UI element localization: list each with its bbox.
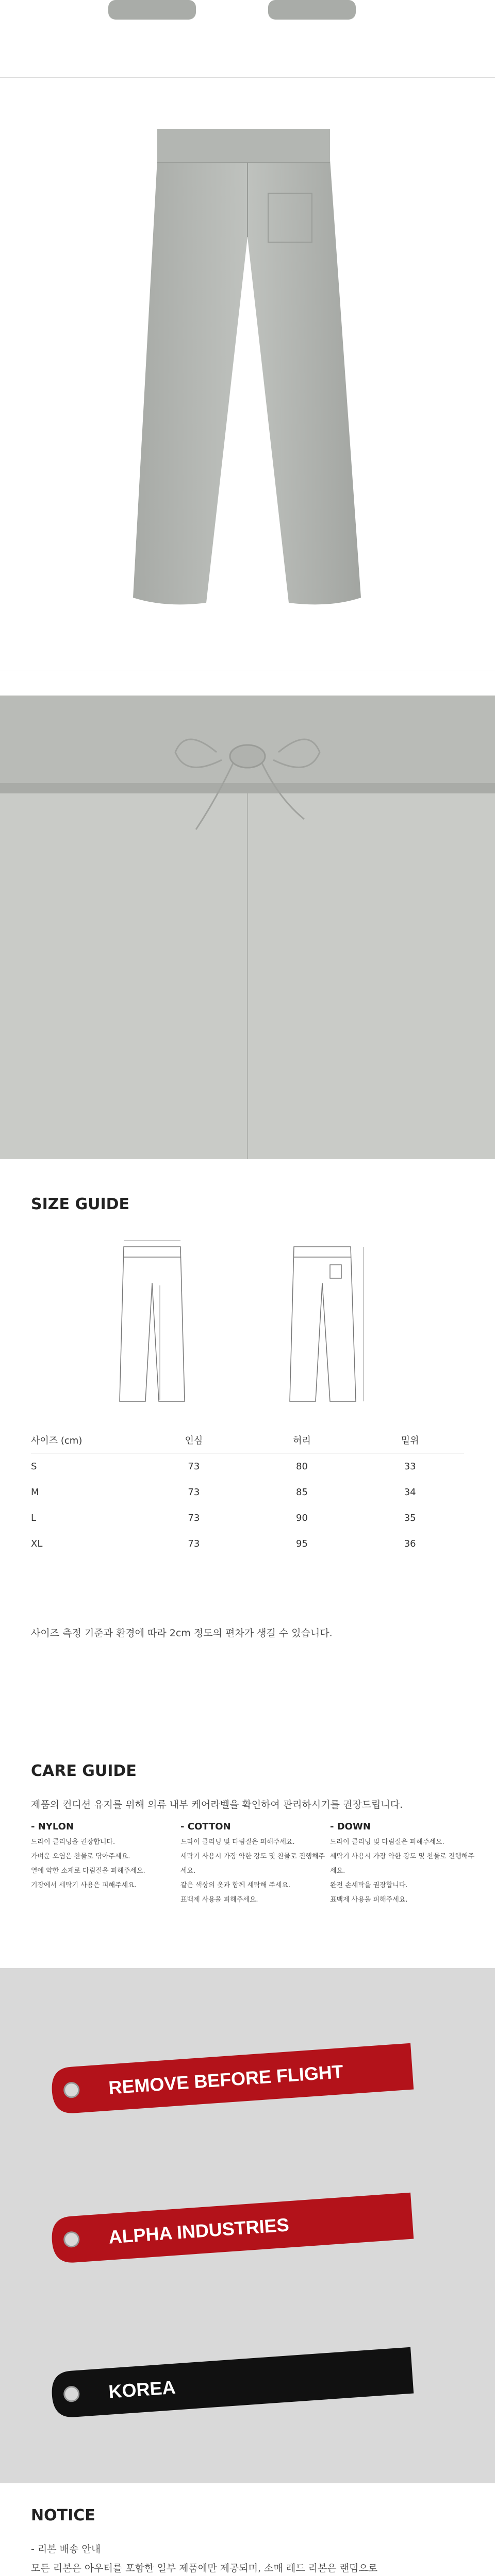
- table-cell: 35: [404, 1512, 416, 1523]
- flight-tag-label: REMOVE BEFORE FLIGHT: [108, 2060, 344, 2098]
- notice-section: [0, 2478, 495, 2576]
- care-line: 드라이 클리닝 및 다림질은 피해주세요.: [180, 1838, 295, 1846]
- size-note: 사이즈 측정 기준과 환경에 따라 2cm 정도의 편차가 생길 수 있습니다.: [31, 1628, 333, 1639]
- table-cell: 85: [296, 1486, 308, 1498]
- table-row: [31, 1453, 464, 1480]
- table-row: [31, 1531, 464, 1556]
- pants-back-photo: [0, 82, 495, 649]
- care-heading: - COTTON: [180, 1821, 231, 1832]
- care-line: 드라이 클리닝을 권장합니다.: [31, 1838, 116, 1846]
- notice-line: 모든 리본은 아우터를 포함한 일부 제품에만 제공되며, 소매 레드 리본은 랜덤으로: [31, 2563, 378, 2574]
- size-guide-section: [0, 1164, 495, 1731]
- table-cell: 33: [404, 1461, 416, 1472]
- care-guide-spacer: [0, 1935, 495, 1968]
- size-diagram-icon: [103, 1236, 392, 1412]
- pants-hem-icon: [0, 0, 495, 82]
- care-group: [31, 1819, 178, 1893]
- care-line: 세탁기 사용시 가장 약한 강도 및 찬물로 진행해주세요.: [330, 1853, 475, 1875]
- notice-line: - 리본 배송 안내: [31, 2544, 101, 2555]
- table-cell: 34: [404, 1486, 416, 1498]
- table-cell: 73: [188, 1486, 200, 1498]
- table-cell: S: [31, 1461, 37, 1472]
- table-cell: 73: [188, 1461, 200, 1472]
- flight-tag-label: KOREA: [108, 2376, 176, 2402]
- care-line: 가벼운 오염은 찬물로 닦아주세요.: [31, 1853, 130, 1860]
- divider: [0, 77, 495, 78]
- table-row: [31, 1479, 464, 1505]
- table-cell: 95: [296, 1538, 308, 1549]
- table-cell: L: [31, 1512, 37, 1523]
- care-line: 같은 색상의 옷과 함께 세탁해 주세요.: [180, 1882, 291, 1889]
- table-cell: 36: [404, 1538, 416, 1549]
- table-cell: XL: [31, 1538, 43, 1549]
- size-col-header: 허리: [248, 1427, 356, 1453]
- top-photo-crop: [0, 0, 495, 82]
- care-line: 세탁기 사용시 가장 약한 강도 및 찬물로 진행해주세요.: [180, 1853, 325, 1875]
- care-group: [330, 1819, 477, 1907]
- care-guide-title: CARE GUIDE: [31, 1762, 137, 1780]
- table-row: [31, 1505, 464, 1531]
- care-line: 드라이 클리닝 및 다림질은 피해주세요.: [330, 1838, 444, 1846]
- drawstring-bow-illustration: [0, 696, 495, 1159]
- size-table: [31, 1427, 464, 1556]
- care-group: [180, 1819, 327, 1907]
- care-line: 기장에서 세탁기 사용은 피해주세요.: [31, 1882, 137, 1889]
- care-line: 완전 손세탁을 권장합니다.: [330, 1882, 408, 1889]
- notice-title: NOTICE: [31, 2506, 95, 2524]
- table-cell: M: [31, 1486, 39, 1498]
- size-col-header: 밑위: [356, 1427, 464, 1453]
- care-intro: 제품의 컨디션 유지를 위해 의류 내부 케어라벨을 확인하여 관리하시기를 권장드립니다.: [31, 1799, 403, 1810]
- flight-tag-label: ALPHA INDUSTRIES: [108, 2214, 290, 2248]
- care-line: 표백제 사용을 피해주세요.: [330, 1896, 408, 1904]
- notice-body: [31, 2540, 474, 2576]
- care-heading: - NYLON: [31, 1821, 74, 1832]
- table-cell: 80: [296, 1461, 308, 1472]
- flight-tags-icon: [0, 1968, 495, 2483]
- table-cell: 73: [188, 1538, 200, 1549]
- brand-tags-section: [0, 1968, 495, 2483]
- care-heading: - DOWN: [330, 1821, 371, 1832]
- care-line: 열에 약한 소재로 다림질을 피해주세요.: [31, 1867, 145, 1875]
- care-line: 표백제 사용을 피해주세요.: [180, 1896, 258, 1904]
- size-guide-title: SIZE GUIDE: [31, 1195, 130, 1213]
- size-col-header: 사이즈 (cm): [31, 1427, 140, 1453]
- table-cell: 90: [296, 1512, 308, 1523]
- table-cell: 73: [188, 1512, 200, 1523]
- size-col-header: 인심: [140, 1427, 248, 1453]
- waistband-detail-photo: [0, 696, 495, 1159]
- pants-back-illustration: [0, 82, 495, 649]
